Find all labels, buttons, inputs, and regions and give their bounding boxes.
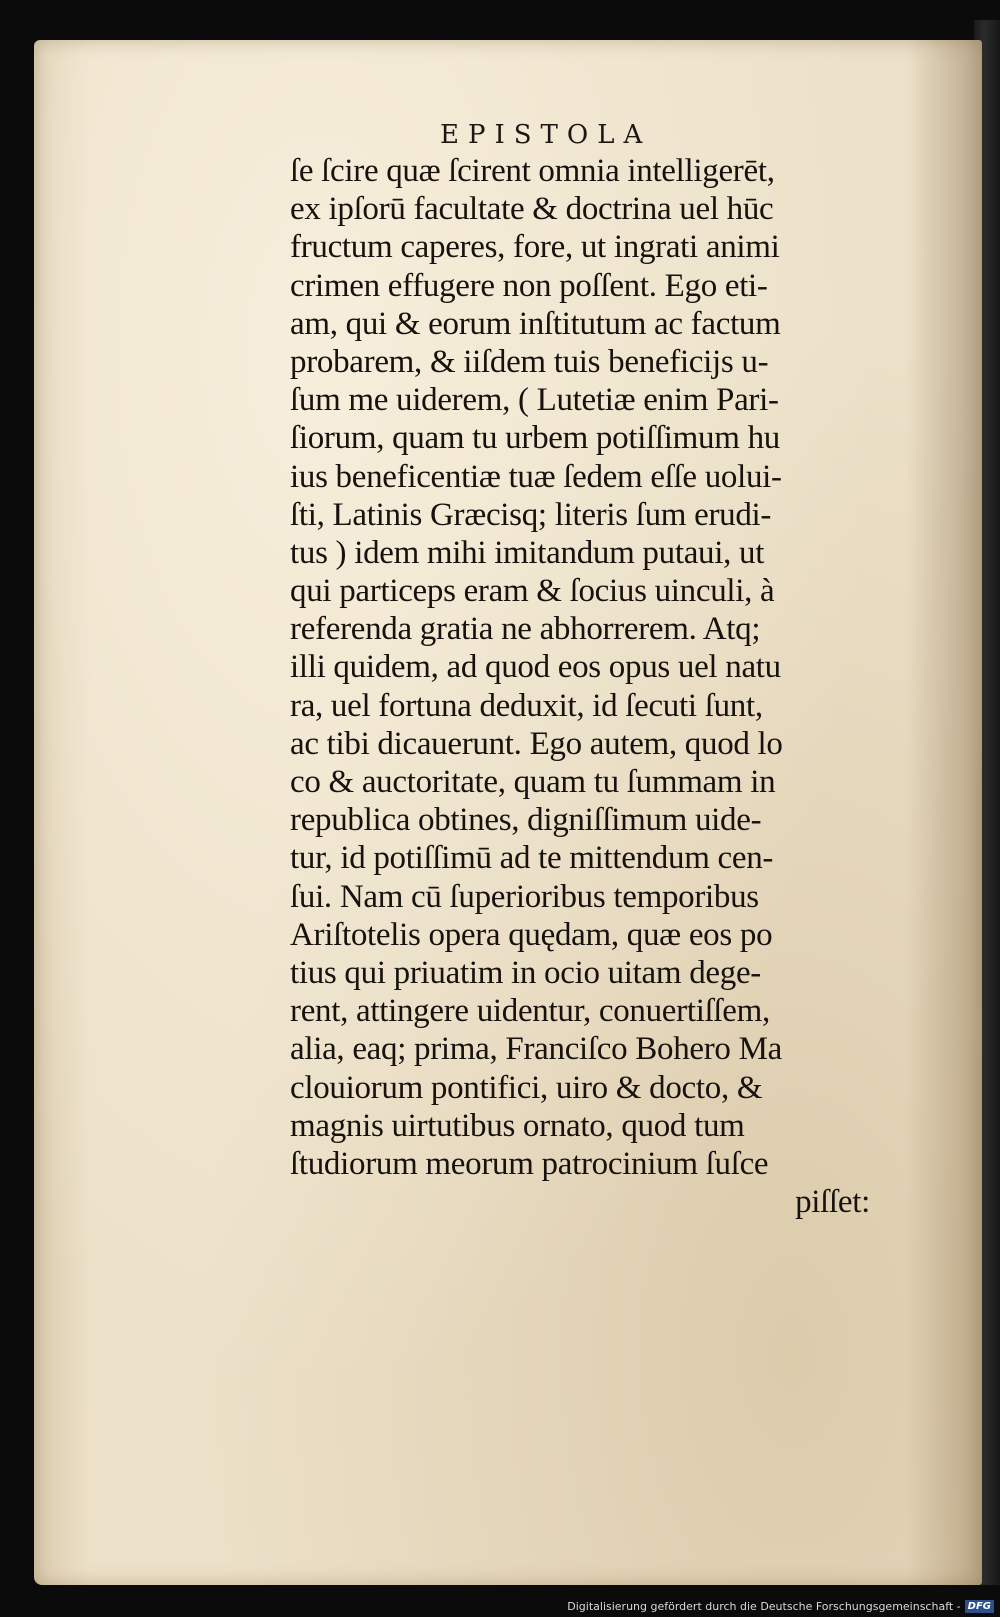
text-line: ac tibi dicauerunt. Ego autem, quod lo — [290, 725, 783, 762]
text-line: referenda gratia ne abhorrerem. Atq; — [290, 611, 761, 648]
text-line: republica obtines, digniſſimum uide- — [290, 802, 762, 839]
text-line: rent, attingere uidentur, conuertiſſem, — [290, 993, 770, 1030]
text-line: tur, id potiſſimū ad te mittendum cen- — [290, 840, 774, 877]
catchword: piſſet: — [795, 1184, 870, 1221]
text-line: probarem, & iiſdem tuis beneficijs u- — [290, 343, 769, 380]
digitization-credit — [567, 1600, 994, 1614]
text-line: magnis uirtutibus ornato, quod tum — [290, 1107, 745, 1144]
credit-text: Digitalisierung gefördert durch die Deutsche Forschungsgemeinschaft - — [567, 1599, 961, 1613]
text-line: ra, uel fortuna deduxit, id ſecuti ſunt, — [290, 687, 763, 724]
text-line: am, qui & eorum inſtitutum ac factum — [290, 305, 781, 342]
text-line: tus ) idem mihi imitandum putaui, ut — [290, 534, 765, 571]
text-line: illi quidem, ad quod eos opus uel natu — [290, 649, 781, 686]
text-line: ſiorum, quam tu urbem potiſſimum hu — [290, 420, 780, 457]
text-line: qui particeps eram & ſocius uinculi, à — [290, 573, 775, 610]
text-line: ſtudiorum meorum patrocinium ſuſce — [290, 1145, 769, 1182]
text-line: ſti, Latinis Græcisq; literis ſum erudi- — [290, 496, 772, 533]
text-line: ius beneficentiæ tuæ ſedem eſſe uolui- — [290, 458, 782, 495]
text-line: Ariſtotelis opera quędam, quæ eos po — [290, 916, 773, 953]
running-head: EPISTOLA — [440, 120, 652, 150]
body-text — [290, 152, 890, 1221]
text-line: ſui. Nam cū ſuperioribus temporibus — [290, 878, 759, 915]
text-line: fructum caperes, fore, ut ingrati animi — [290, 229, 780, 266]
text-line: crimen effugere non poſſent. Ego eti- — [290, 267, 768, 304]
text-line: clouiorum pontifici, uiro & docto, & — [290, 1069, 763, 1106]
text-line: ſe ſcire quæ ſcirent omnia intelligerēt, — [290, 153, 775, 189]
text-line: alia, eaq; prima, Franciſco Bohero Ma — [290, 1031, 782, 1068]
text-line: ſum me uiderem, ( Lutetiæ enim Pari- — [290, 382, 779, 419]
text-line: co & auctoritate, quam tu ſummam in — [290, 764, 776, 800]
text-line: ex ipſorū facultate & doctrina uel hūc — [290, 191, 774, 228]
dfg-logo: DFG — [965, 1600, 994, 1613]
text-line: tius qui priuatim in ocio uitam dege- — [290, 954, 761, 991]
